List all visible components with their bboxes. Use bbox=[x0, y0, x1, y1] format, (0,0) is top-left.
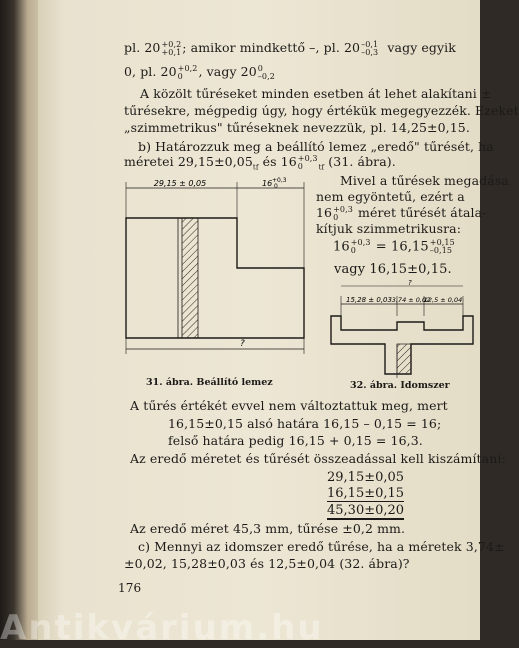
text-line-6: b) Határozzuk meg a beállító lemez „eredő" tűrését, ha bbox=[138, 139, 494, 154]
text-line-m5: Az eredő méret 45,3 mm, tűrése ±0,2 mm. bbox=[130, 521, 406, 536]
text-line-m4: Az eredő méretet és tűrését összeadással kell kiszámítani: bbox=[130, 451, 506, 466]
tolerance: –0,1 –0,3 bbox=[361, 39, 379, 57]
fig31-dim-right-tol-lo: 0 bbox=[274, 183, 278, 190]
book-page bbox=[38, 0, 519, 640]
text-line-7: méretei $29,15\pm 0,05_{tf}$ és 16 +0,3 0 $_{tf}$ (31. ábra). bbox=[124, 153, 396, 172]
text-line-m1: A tűrés értékét evvel nem változtattuk meg, mert bbox=[130, 398, 448, 413]
text-right-3: 16 +0,3 0 méret tűrését átala- bbox=[316, 204, 487, 222]
text-line-m7: ±0,02, 15,28±0,03 és 12,5±0,04 (32. ábra)? bbox=[124, 556, 410, 571]
sum-row-2: 16,15±0,15 bbox=[327, 486, 405, 501]
sum-row-1: 29,15±0,05 bbox=[327, 470, 405, 485]
tolerance: +0,2 0 bbox=[177, 63, 198, 81]
watermark-logo: Antikvárium.hu bbox=[0, 608, 324, 648]
tolerance: 0 –0,2 bbox=[257, 63, 275, 81]
tolerance: +0,3 0 bbox=[350, 238, 371, 255]
figure-32-drawing bbox=[313, 279, 478, 380]
tolerance: +0,2 +0,1 bbox=[161, 39, 182, 57]
text-line-2: 0, pl. 20 +0,2 0 , vagy 20 0 –0,2 bbox=[124, 63, 275, 81]
figure-31-caption: 31. ábra. Beállító lemez bbox=[146, 377, 273, 388]
text-line-m6: c) Mennyi az idomszer eredő tűrése, ha a méretek 3,74± bbox=[138, 539, 505, 554]
figure-31-drawing bbox=[120, 178, 315, 370]
text-right-2: nem egyöntetű, ezért a bbox=[316, 189, 465, 204]
equation-symmetric: 16 +0,3 0 = 16,15 +0,15 –0,15 bbox=[333, 238, 455, 255]
fig31-dim-right: 16 bbox=[262, 179, 273, 188]
tolerance: +0,15 –0,15 bbox=[429, 238, 455, 255]
text-line-4: tűrésekre, mégpedig úgy, hogy értékük megegyezzék. Ezeket bbox=[124, 103, 519, 118]
fig31-dim-left: 29,15 ± 0,05 bbox=[153, 179, 207, 188]
fig32-dim-1: 15,28 ± 0,03 bbox=[346, 296, 392, 304]
fig32-dim-2: 3,74 ± 0,02 bbox=[391, 296, 431, 304]
tolerance: +0,3 0 bbox=[297, 153, 318, 171]
fig32-dim-3: 12,5 ± 0,04 bbox=[423, 296, 463, 304]
fig32-total-dim: ? bbox=[408, 279, 412, 287]
text-line-5: „szimmetrikus" tűréseknek nevezzük, pl. 14,25±0,15. bbox=[124, 120, 470, 135]
text-line-3: A közölt tűréseket minden esetben át lehet alakítani ± bbox=[140, 86, 492, 101]
fig31-dim-right-tol-up: +0,3 bbox=[272, 177, 287, 184]
fig31-total-dim: ? bbox=[240, 339, 245, 349]
tolerance: +0,3 0 bbox=[333, 204, 353, 222]
figure-32-caption: 32. ábra. Idomszer bbox=[350, 380, 450, 391]
text-line-m3: felső határa pedig 16,15 + 0,15 = 16,3. bbox=[168, 433, 423, 448]
sum-total: 45,30±0,20 bbox=[327, 503, 405, 518]
page-number: 176 bbox=[118, 581, 142, 595]
equation-alt: vagy 16,15±0,15. bbox=[334, 262, 452, 277]
text-line-m2: 16,15±0,15 alsó határa 16,15 – 0,15 = 16; bbox=[168, 416, 442, 431]
text-line-1: pl. 20 +0,2 +0,1 ; amikor mindkettő –, pl. 20 –0,1 –0,3 vagy egyik bbox=[124, 39, 456, 57]
text-right-1: Mivel a tűrések megadása bbox=[340, 173, 509, 188]
text-right-4: kítjuk szimmetrikusra: bbox=[316, 221, 462, 236]
